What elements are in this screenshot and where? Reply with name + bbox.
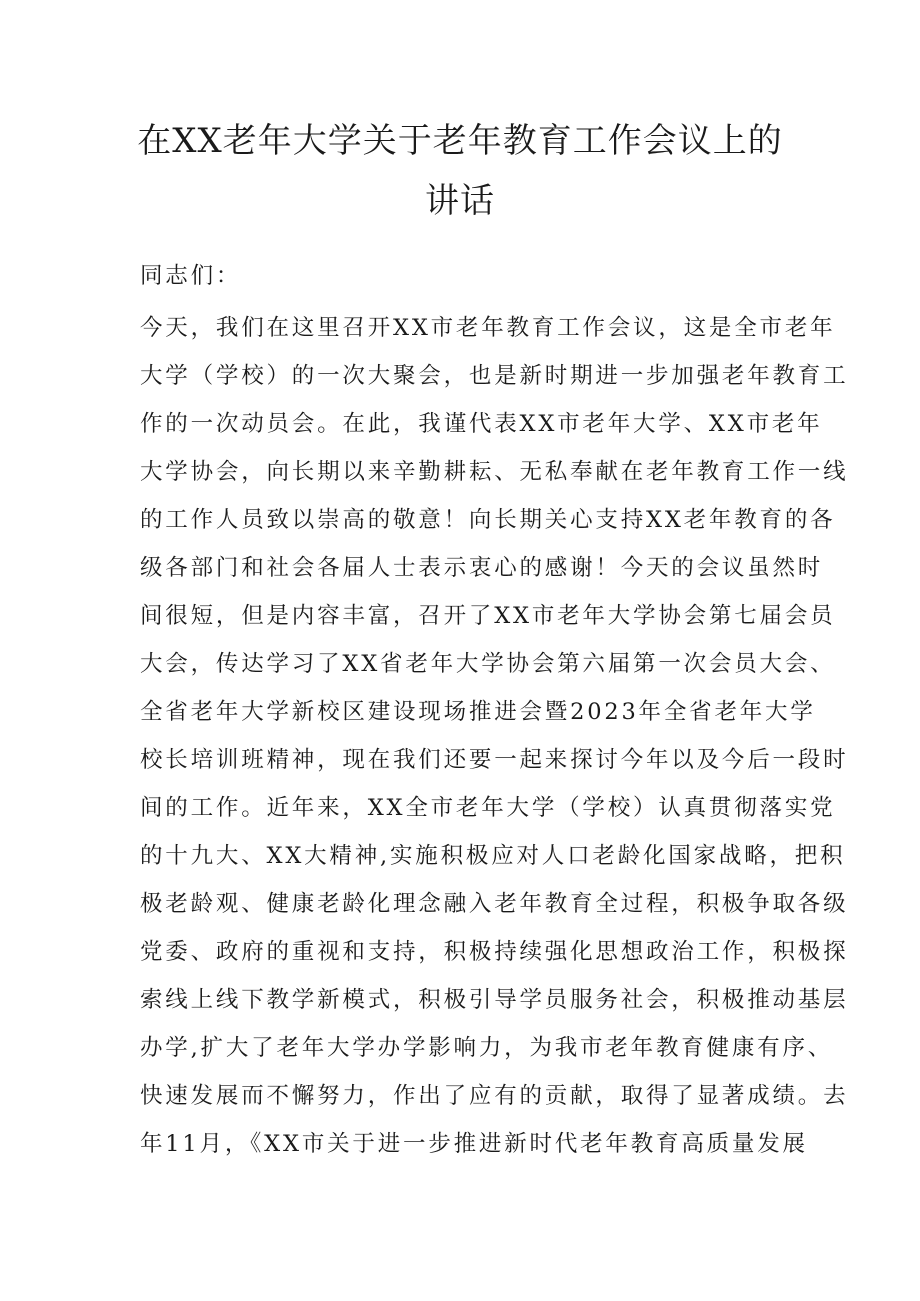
body-line: 间的工作。近年来，XX全市老年大学（学校）认真贯彻落实党	[140, 795, 836, 821]
salutation: 同志们：	[140, 263, 242, 289]
body-line: 今天，我们在这里召开XX市老年教育工作会议，这是全市老年	[140, 315, 836, 341]
body-line: 的十九大、XX大精神,实施积极应对人口老龄化国家战略，把积	[140, 843, 846, 869]
body-line: 的工作人员致以崇高的敬意！向长期关心支持XX老年教育的各	[140, 507, 836, 533]
body-line: 大会，传达学习了XX省老年大学协会第六届第一次会员大会、	[140, 651, 836, 677]
body-line: 大学（学校）的一次大聚会，也是新时期进一步加强老年教育工	[140, 363, 849, 389]
body-line: 全省老年大学新校区建设现场推进会暨2023年全省老年大学	[140, 699, 816, 725]
body-line: 间很短，但是内容丰富，召开了XX市老年大学协会第七届会员	[140, 603, 836, 629]
body-line: 极老龄观、健康老龄化理念融入老年教育全过程，积极争取各级	[140, 891, 849, 917]
body-line: 校长培训班精神，现在我们还要一起来探讨今年以及今后一段时	[140, 747, 849, 773]
body-line: 索线上线下教学新模式，积极引导学员服务社会，积极推动基层	[140, 987, 849, 1013]
document-title-line-1: 在XX老年大学关于老年教育工作会议上的	[137, 121, 783, 161]
body-line: 党委、政府的重视和支持，积极持续强化思想政治工作，积极探	[140, 939, 849, 965]
body-line: 快速发展而不懈努力，作出了应有的贡献，取得了显著成绩。去	[140, 1083, 849, 1109]
body-line: 年11月，《XX市关于进一步推进新时代老年教育高质量发展	[140, 1131, 808, 1157]
body-line: 办学,扩大了老年大学办学影响力，为我市老年教育健康有序、	[140, 1035, 834, 1061]
body-line: 级各部门和社会各届人士表示衷心的感谢！今天的会议虽然时	[140, 555, 824, 581]
document-title-line-2: 讲话	[425, 181, 495, 221]
body-line: 作的一次动员会。在此，我谨代表XX市老年大学、XX市老年	[140, 411, 823, 437]
body-line: 大学协会，向长期以来辛勤耕耘、无私奉献在老年教育工作一线	[140, 459, 849, 485]
